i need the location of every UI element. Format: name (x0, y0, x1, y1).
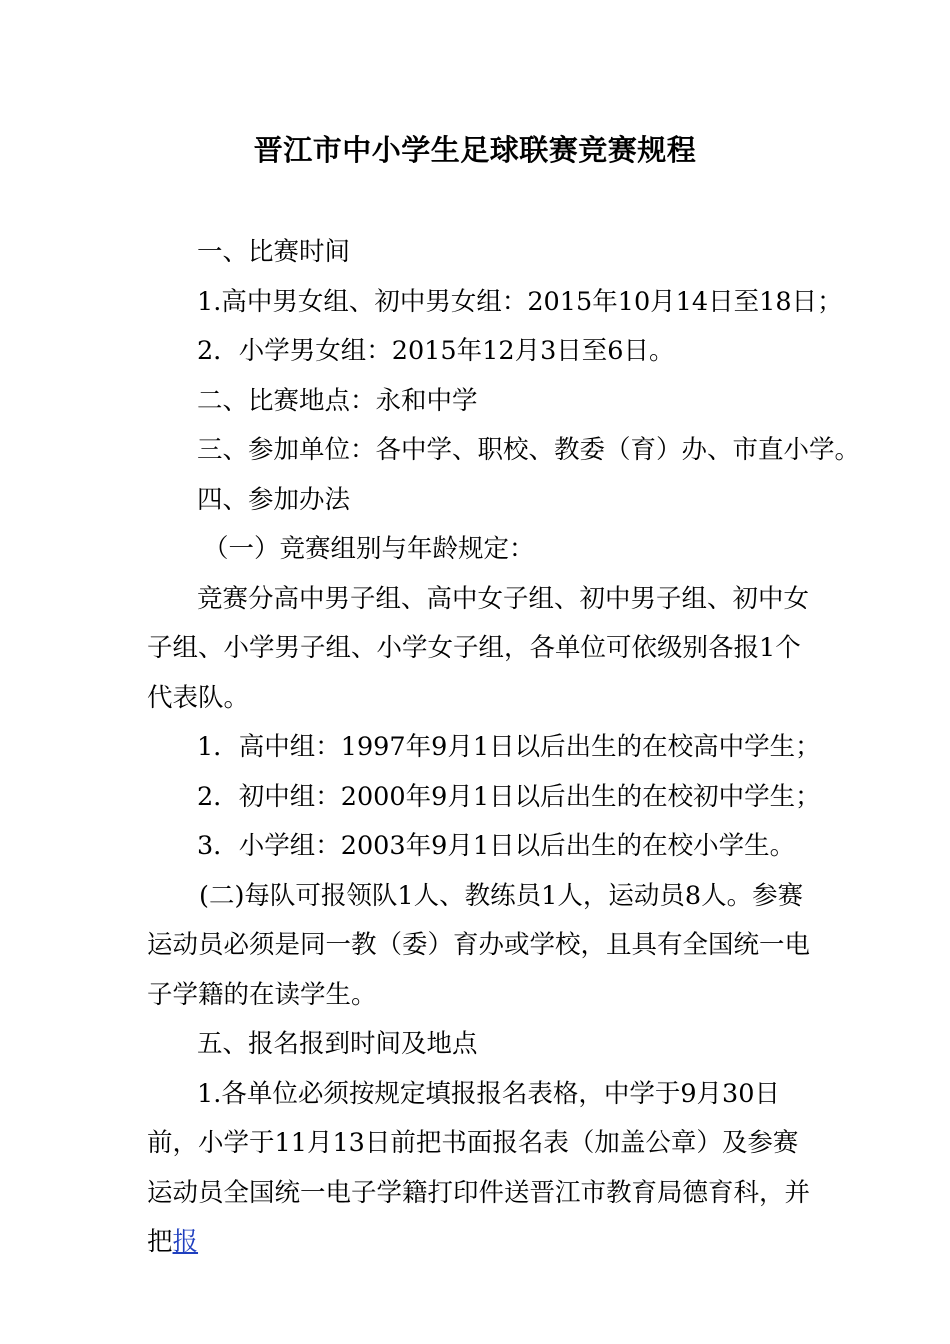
paragraph-time-2: 2．小学男女组：2015年12月3日至6日。 (197, 336, 675, 366)
paragraph-team-composition: (二)每队可报领队1人、教练员1人，运动员8人。参赛运动员必须是同一教（委）育办或学校，且具有全国统一电子学籍的在读学生。 (147, 880, 811, 1010)
section-heading-time: 一、比赛时间 (197, 237, 351, 267)
section-heading-registration: 五、报名报到时间及地点 (197, 1029, 478, 1059)
section-heading-participants: 三、参加单位：各中学、职校、教委（育）办、市直小学。 (197, 435, 861, 465)
subsection-groups: （一）竞赛组别与年龄规定： (203, 534, 535, 564)
document-body (147, 228, 861, 1268)
document-title: 晋江市中小学生足球联赛竞赛规程 (253, 133, 697, 167)
paragraph-age-primary: 3．小学组：2003年9月1日以后出生的在校小学生。 (197, 831, 796, 861)
paragraph-groups: 竞赛分高中男子组、高中女子组、初中男子组、初中女子组、小学男子组、小学女子组，各单位可依级别各报1个代表队。 (147, 583, 810, 713)
paragraph-age-high: 1．高中组：1997年9月1日以后出生的在校高中学生； (197, 732, 821, 762)
paragraph-registration-1-text: 1.各单位必须按规定填报报名表格，中学于9月30日前，小学于11月13日前把书面报名表（加盖公章）及参赛运动员全国统一电子学籍打印件送晋江市教育局德育科，并把 (147, 1078, 811, 1257)
paragraph-time-1: 1.高中男女组、初中男女组：2015年10月14日至18日； (197, 286, 843, 317)
section-heading-venue: 二、比赛地点：永和中学 (197, 385, 478, 416)
paragraph-age-middle: 2．初中组：2000年9月1日以后出生的在校初中学生； (197, 781, 821, 812)
section-heading-method: 四、参加办法 (197, 484, 351, 515)
paragraph-registration-1 (147, 1070, 812, 1268)
registration-link[interactable]: 报 (172, 1227, 199, 1257)
